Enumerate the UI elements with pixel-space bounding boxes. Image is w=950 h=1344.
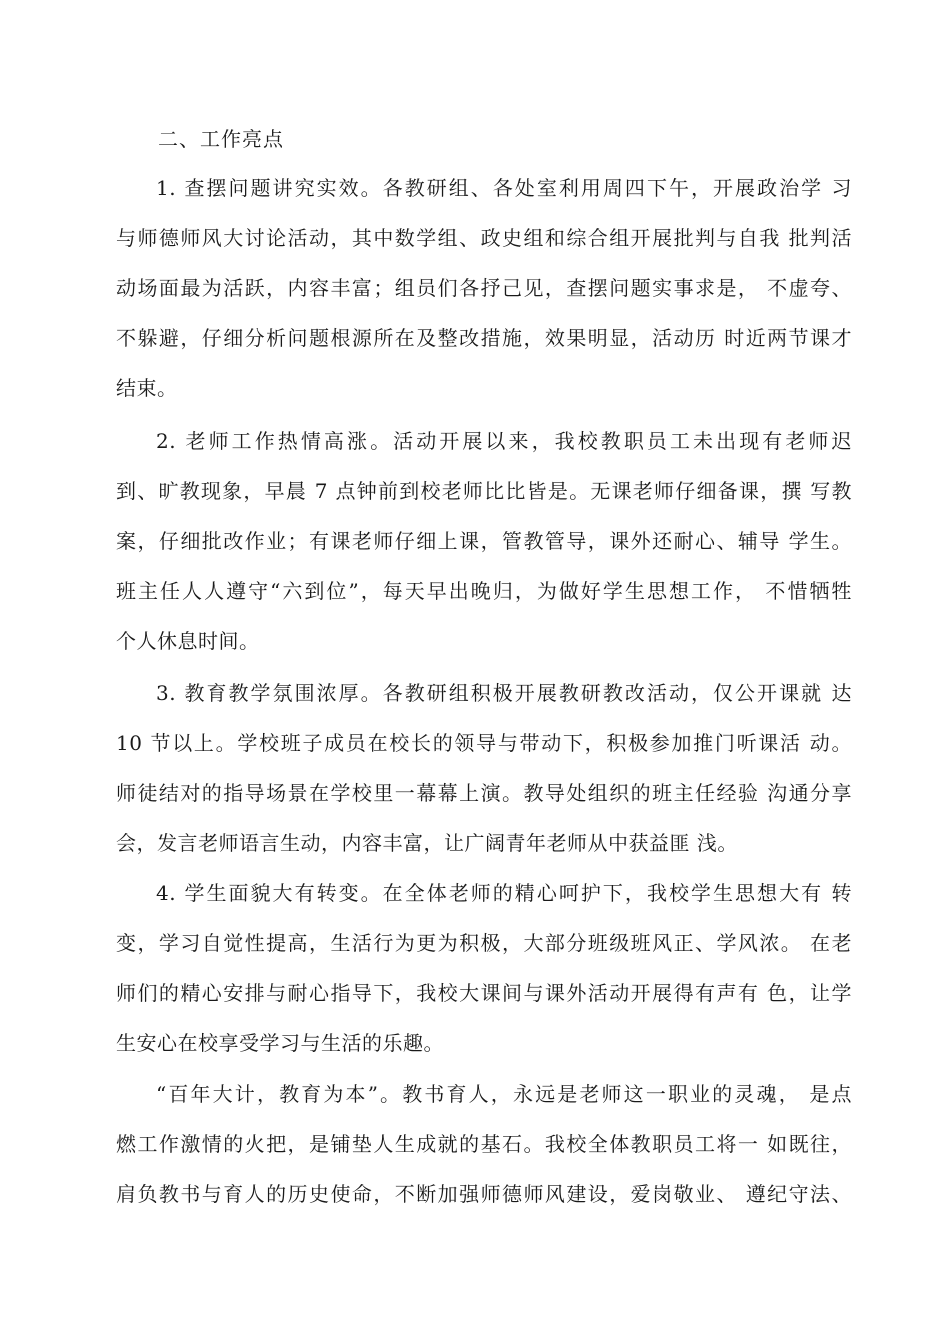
- paragraph-line: 肩负教书与育人的历史使命，不断加强师德师风建设，爱岗敬业、 遵纪守法、: [116, 1182, 852, 1206]
- paragraph-line: 4. 学生面貌大有转变。在全体老师的精心呵护下，我校学生思想大有 转: [156, 881, 852, 905]
- paragraph-line: 生安心在校享受学习与生活的乐趣。: [116, 1031, 444, 1055]
- paragraph-line: 师徒结对的指导场景在学校里一幕幕上演。教导处组织的班主任经验 沟通分享: [116, 781, 852, 805]
- paragraph-line: 3. 教育教学氛围浓厚。各教研组积极开展教研教改活动，仅公开课就 达: [156, 681, 852, 705]
- paragraph-3: [116, 668, 852, 868]
- paragraph-line: 变，学习自觉性提高，生活行为更为积极，大部分班级班风正、学风浓。 在老: [116, 931, 852, 955]
- paragraph-line: 案，仔细批改作业；有课老师仔细上课，管教管导，课外还耐心、辅导 学生。: [116, 529, 852, 553]
- paragraph-line: 燃工作激情的火把，是铺垫人生成就的基石。我校全体教职员工将一 如既往，: [116, 1132, 852, 1156]
- paragraph-line: 动场面最为活跃，内容丰富；组员们各抒己见，查摆问题实事求是， 不虚夸、: [116, 276, 852, 300]
- paragraph-line: 与师德师风大讨论活动，其中数学组、政史组和综合组开展批判与自我 批判活: [116, 226, 852, 250]
- paragraph-line: 结束。: [116, 376, 178, 400]
- paragraph-line: 会，发言老师语言生动，内容丰富，让广阔青年老师从中获益匪 浅。: [116, 831, 738, 855]
- paragraph-4: [116, 868, 852, 1068]
- paragraph-line: “百年大计，教育为本”。教书育人，永远是老师这一职业的灵魂， 是点: [156, 1082, 852, 1106]
- section-heading: 二、工作亮点: [158, 127, 284, 151]
- paragraph-line: 不躲避，仔细分析问题根源所在及整改措施，效果明显，活动历 时近两节课才: [116, 326, 852, 350]
- paragraph-line: 班主任人人遵守“六到位”，每天早出晚归，为做好学生思想工作， 不惜牺牲: [116, 579, 852, 603]
- paragraph-5: [116, 1069, 852, 1219]
- paragraph-line: 到、旷教现象，早晨 7 点钟前到校老师比比皆是。无课老师仔细备课，撰 写教: [116, 479, 852, 503]
- paragraph-line: 个人休息时间。: [116, 629, 260, 653]
- paragraph-line: 师们的精心安排与耐心指导下，我校大课间与课外活动开展得有声有 色，让学: [116, 981, 852, 1005]
- paragraph-line: 1. 查摆问题讲究实效。各教研组、各处室利用周四下午，开展政治学 习: [156, 176, 852, 200]
- paragraph-1: [116, 163, 852, 413]
- paragraph-2: [116, 416, 852, 666]
- paragraph-line: 10 节以上。学校班子成员在校长的领导与带动下，积极参加推门听课活 动。: [116, 731, 852, 755]
- paragraph-line: 2. 老师工作热情高涨。活动开展以来，我校教职员工未出现有老师迟: [156, 429, 852, 453]
